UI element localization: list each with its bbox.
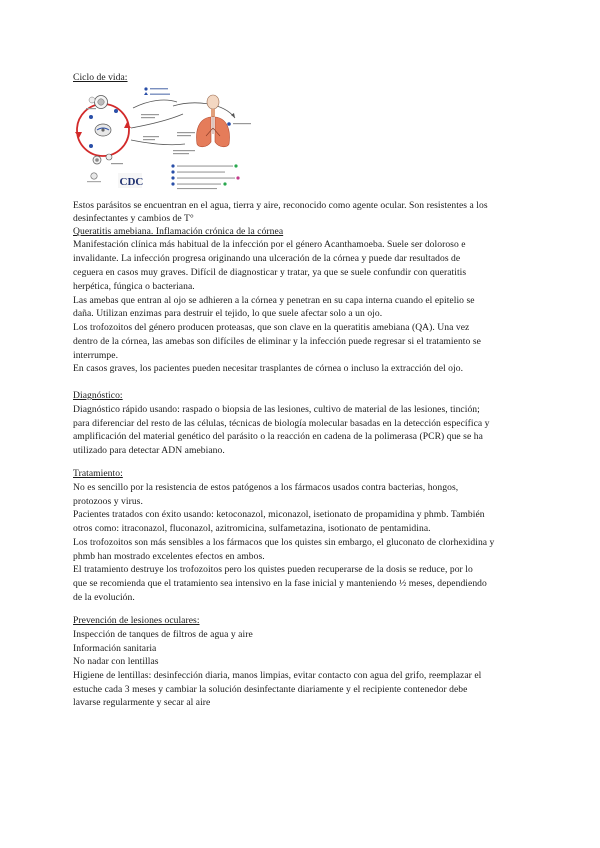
heading-prevention: Prevención de lesiones oculares: xyxy=(73,615,200,626)
paragraph-line: utilizado para detectar ADN amebiano. xyxy=(73,445,225,456)
paragraph-line: que se recomienda que el tratamiento sea intensivo en la fase inicial y manteniendo ½ meses, dependiendo xyxy=(73,578,487,589)
list-item: Higiene de lentillas: desinfección diaria, manos limpias, evitar contacto con agua del grifo, reemplazar el xyxy=(73,670,482,681)
list-item: Inspección de tanques de filtros de agua y aire xyxy=(73,629,253,640)
heading-treatment: Tratamiento: xyxy=(73,468,123,479)
cdc-logo xyxy=(118,173,143,188)
heading-diagnosis: Diagnóstico: xyxy=(73,390,123,401)
paragraph-line: daña. Utilizan enzimas para destruir el tejido, lo que suele afectar solo a un ojo. xyxy=(73,308,383,319)
paragraph-line: dentro de la córnea, las amebas son difíciles de eliminar y la infección puede regresar si el tratamiento se xyxy=(73,336,481,347)
paragraph-line: En casos graves, los pacientes pueden necesitar trasplantes de córnea o incluso la extracción del ojo. xyxy=(73,363,464,374)
paragraph-line: protozoos y virus. xyxy=(73,496,143,507)
trophozoite-icon xyxy=(95,124,111,136)
paragraph-line: No es sencillo por la resistencia de estos patógenos a los fármacos usados contra bacterias, hongos, xyxy=(73,482,459,493)
legend-notes xyxy=(171,164,239,189)
paragraph-line: Las amebas que entran al ojo se adhieren a la córnea y penetran en su capa interna cuando el epitelio se xyxy=(73,295,475,306)
paragraph-line: Estos parásitos se encuentran en el agua, tierra y aire, reconocido como agente ocular. Son resistentes a los xyxy=(73,200,488,211)
list-item: lavarse regularmente y secar al aire xyxy=(73,697,211,708)
paragraph-line: Los trofozoitos son más sensibles a los fármacos que los quistes sin embargo, el gluconato de clorhexidina y xyxy=(73,537,495,548)
paragraph-line: desinfectantes y cambios de T° xyxy=(73,213,194,224)
paragraph-line: Diagnóstico rápido usando: raspado o biopsia de las lesiones, cultivo de material de las lesiones, tinción; xyxy=(73,404,480,415)
list-item: No nadar con lentillas xyxy=(73,656,159,667)
paragraph-line: Manifestación clínica más habitual de la infección por el género Acanthamoeba. Suele ser doloroso e xyxy=(73,239,466,250)
paragraph-line: ceguera en casos muy graves. Difícil de diagnosticar y tratar, ya que se suele confundir con queratitis xyxy=(73,267,467,278)
paragraph-line: invalidante. La infección progresa originando una ulceración de la córnea y puede dar resultados de xyxy=(73,253,461,264)
heading-lifecycle: Ciclo de vida: xyxy=(73,72,128,83)
lifecycle-diagram xyxy=(73,84,258,196)
cdc-logo-text: CDC xyxy=(119,176,144,188)
paragraph-line: interrumpe. xyxy=(73,350,119,361)
paragraph-line: herpética, fúngica o bacteriana. xyxy=(73,281,195,292)
paragraph-line: phmb han mostrado excelentes efectos en ambos. xyxy=(73,551,265,562)
heading-keratitis: Queratitis amebiana. Inflamación crónica de la córnea xyxy=(73,226,284,237)
paragraph-line: otros como: itraconazol, fluconazol, azitromicina, sulfametazina, isotionato de pentamidina. xyxy=(73,523,431,534)
list-item: estuche cada 3 meses y cambiar la solución desinfectante diariamente y el recipiente contenedor debe xyxy=(73,684,468,695)
legend xyxy=(144,87,170,95)
paragraph-line: de la evolución. xyxy=(73,592,135,603)
paragraph-line: amplificación del material genético del parásito o la reacción en cadena de la polimerasa (PCR) que se ha xyxy=(73,431,483,442)
paragraph-line: Pacientes tratados con éxito usando: ketoconazol, miconazol, isetionato de propamidina y phmb. También xyxy=(73,509,485,520)
paragraph-line: El tratamiento destruye los trofozoitos pero los quistes pueden recuperarse de la dosis se reduce, por lo xyxy=(73,564,473,575)
paragraph-line: para diferenciar del resto de las células, técnicas de biología molecular basadas en la detección específica y xyxy=(73,418,490,429)
paragraph-line: Los trofozoitos del género producen proteasas, que son clave en la queratitis amebiana (QA). Una vez xyxy=(73,322,470,333)
list-item: Información sanitaria xyxy=(73,643,157,654)
